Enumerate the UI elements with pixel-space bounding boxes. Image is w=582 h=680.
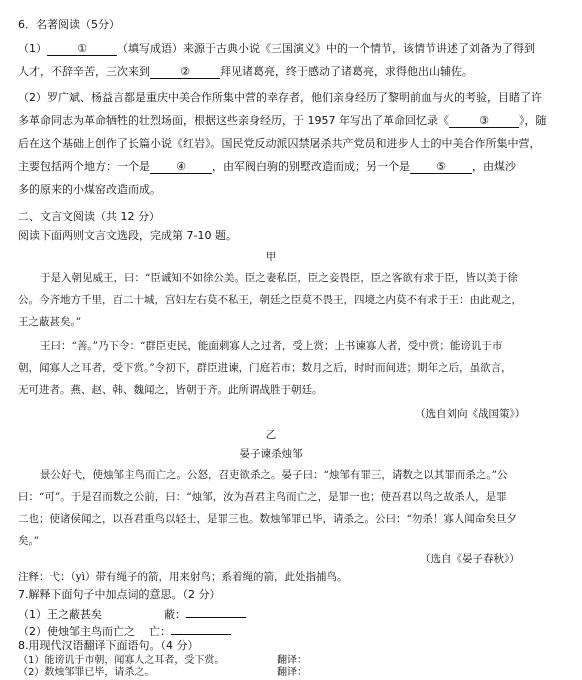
passage-b-line2: 曰：“可”。于是召而数之公前，曰：“烛邹，汝为吾君主鸟而亡之，是罪一也；使吾君以鸟之故杀人，是罪 <box>18 491 507 503</box>
passage-b-line3: 二也；使诸侯闻之，以吾君重鸟以轻士，是罪三也。数烛邹罪已毕，请杀之。公曰：“勿杀！寡人闻命矣旦夕 <box>18 513 517 525</box>
q6-p2-text-d: ，由军阀白驹的别墅改造而成；另一个是 <box>212 160 410 173</box>
q6-p1-text-c: 拜见诸葛亮，终于感动了诸葛亮，求得他出山辅佐。 <box>220 65 473 78</box>
q6-p2-text-c: 主要包括两个地方：一个是 <box>18 160 150 173</box>
passage-a-line6: 无可进者。燕、赵、韩、魏闻之，皆朝于齐。此所谓战胜于朝廷。 <box>18 384 323 396</box>
passage-b-line4: 矣。” <box>18 535 40 547</box>
q7-answer1-field[interactable] <box>186 605 246 618</box>
q6-p2-line2 <box>18 114 560 128</box>
q7-word1: 蔽： <box>164 608 186 621</box>
q6-p2-text-b: 》，随 <box>519 114 547 127</box>
q7-answer2-field[interactable] <box>171 622 231 635</box>
passage-a-line1: 于是入朝见威王，曰：“臣诚知不如徐公美。臣之妻私臣，臣之妾畏臣，臣之客欲有求于臣，皆以美于徐 <box>40 272 518 284</box>
q6-p1-line1 <box>18 42 560 56</box>
q6-p2-line5: 多的原来的小煤窑改造而成。 <box>18 183 161 196</box>
q6-title: 6．名著阅读（5分） <box>18 18 120 31</box>
q7-item2 <box>18 622 560 639</box>
q8-item1 <box>18 655 528 679</box>
q8-trans1-label: 翻译： <box>277 655 307 666</box>
q8-item2-text: （2）数烛邹罪已毕，请杀之。 <box>18 667 155 678</box>
passage-a-source: （选自刘向《战国策》） <box>415 408 526 420</box>
annotation-note: 注释：弋：（yì）带有绳子的箭，用来射鸟；系着绳的箭，此处指捕鸟。 <box>18 571 348 583</box>
passage-b-line1: 景公好弋，使烛邹主鸟而亡之。公怒，召吏欲杀之。晏子曰：“烛邹有罪三，请数之以其罪而杀之。”公 <box>40 469 508 481</box>
q8-trans2-label: 翻译： <box>277 667 307 678</box>
passage-a-line4: 王曰：“善。”乃下令：“群臣吏民，能面刺寡人之过者，受上赏；上书谏寡人者，受中赏；能谤讥于市 <box>40 340 503 352</box>
q8-item1-text: （1）能谤讥于市朝，闻寡人之耳者，受下赏。 <box>18 655 225 666</box>
section2-heading: 二、文言文阅读（共 12 分） <box>18 210 160 223</box>
q7-item1 <box>18 605 560 622</box>
q8-title: 8.用现代汉语翻译下面语句。（4 分） <box>18 639 199 652</box>
q7-word2: 亡： <box>149 625 171 638</box>
q6-p2-line1: （2）罗广斌、杨益言都是重庆中美合作所集中营的幸存者，他们亲身经历了黎明前血与火的考验，目睹了许 <box>18 91 542 104</box>
passage-a-line2: 公。今齐地方千里，百二十城，宫妇左右莫不私王，朝廷之臣莫不畏王，四境之内莫不有求于王：由此观之， <box>18 294 522 306</box>
passage-b-title: 晏子谏杀烛邹 <box>239 448 303 460</box>
passage-a-line5: 朝，闻寡人之耳者，受下赏。”令初下，群臣进谏，门庭若市；数月之后，时时而间进；期年之后，虽欲言， <box>18 362 512 374</box>
passage-b-label: 乙 <box>265 429 277 441</box>
blank-5[interactable]: ⑤ <box>410 161 472 174</box>
q6-p1-text-b: 人才，不辞辛苦，三次来到 <box>18 65 150 78</box>
q7-item1-text: （1）王之蔽甚矣 <box>18 608 102 621</box>
q6-p1-line2 <box>18 65 560 79</box>
q6-p2-line3: 后在这个基础上创作了长篇小说《红岩》。国民党反动派囚禁屠杀共产党员和进步人士的中美合作所集中营， <box>18 137 541 150</box>
q7-title: 7.解释下面句子中加点词的意思。（2 分） <box>18 588 221 601</box>
passage-a-line3: 王之蔽甚矣。” <box>18 316 82 328</box>
passage-a-label: 甲 <box>265 251 277 263</box>
q6-p2-text-a: 多革命同志为革命牺牲的壮烈场面，根据这些亲身经历，于 1957 年写出了革命回忆录《 <box>18 114 449 127</box>
q6-p1-text-a: （填写成语）来源于古典小说《三国演义》中的一个情节，该情节讲述了刘备为了得到 <box>117 42 535 55</box>
passage-b-source: （选自《晏子春秋》） <box>420 553 520 565</box>
q6-p1-label: （1） <box>18 42 47 55</box>
blank-1[interactable]: ① <box>47 43 117 56</box>
blank-4[interactable]: ④ <box>150 161 212 174</box>
q6-p2-line4 <box>18 160 560 174</box>
blank-2[interactable]: ② <box>150 66 220 79</box>
q7-item2-text: （2）使烛邹主鸟而亡之 <box>18 625 135 638</box>
q6-p2-text-e: ，由煤沙 <box>472 160 516 173</box>
section2-intro: 阅读下面两则文言文选段，完成第 7-10 题。 <box>18 229 237 242</box>
blank-3[interactable]: ③ <box>449 115 519 128</box>
